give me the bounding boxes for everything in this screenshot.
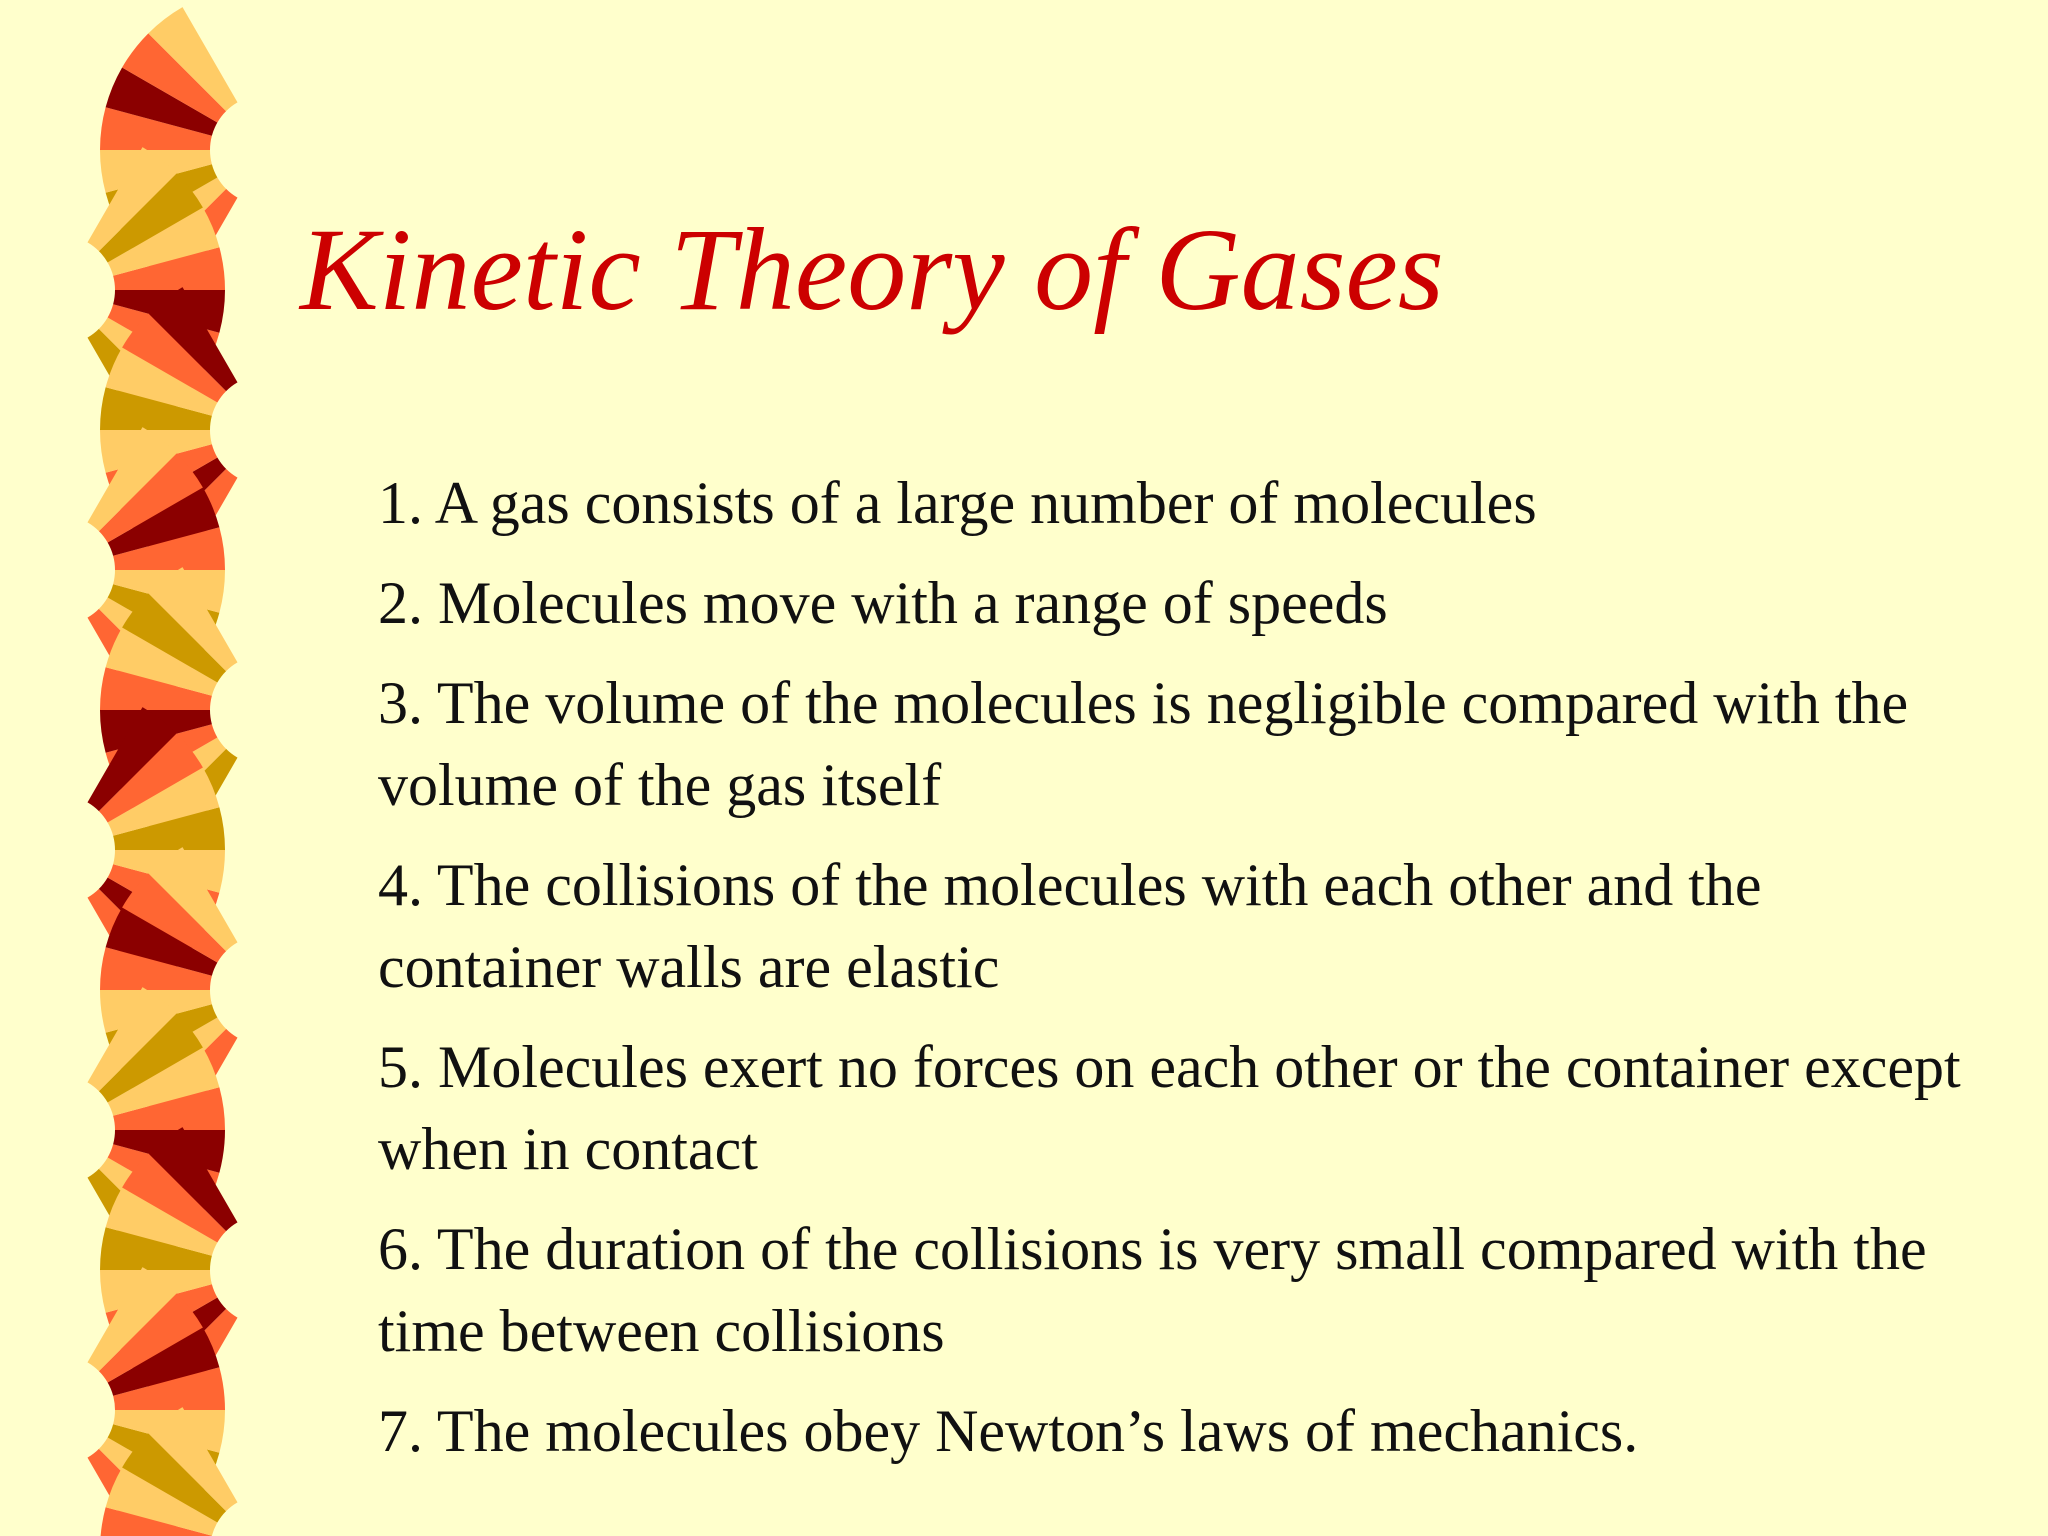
list-item: 1. A gas consists of a large number of molecules (378, 470, 1537, 536)
list-item: 2. Molecules move with a range of speeds (378, 570, 1388, 636)
slide-title: Kinetic Theory of Gases (300, 204, 1444, 335)
list-item: 3. The volume of the molecules is negligible compared with the volume of the gas itself (378, 670, 1909, 818)
zigzag-ribbon-decoration (0, 0, 290, 1536)
bullet-list (378, 462, 1998, 1490)
list-item: 7. The molecules obey Newton’s laws of mechanics. (378, 1398, 1639, 1464)
list-item: 4. The collisions of the molecules with each other and the container walls are elastic (378, 852, 1762, 1000)
list-item: 5. Molecules exert no forces on each other or the container except when in contact (378, 1034, 1961, 1182)
list-item: 6. The duration of the collisions is very small compared with the time between collisions (378, 1216, 1927, 1364)
